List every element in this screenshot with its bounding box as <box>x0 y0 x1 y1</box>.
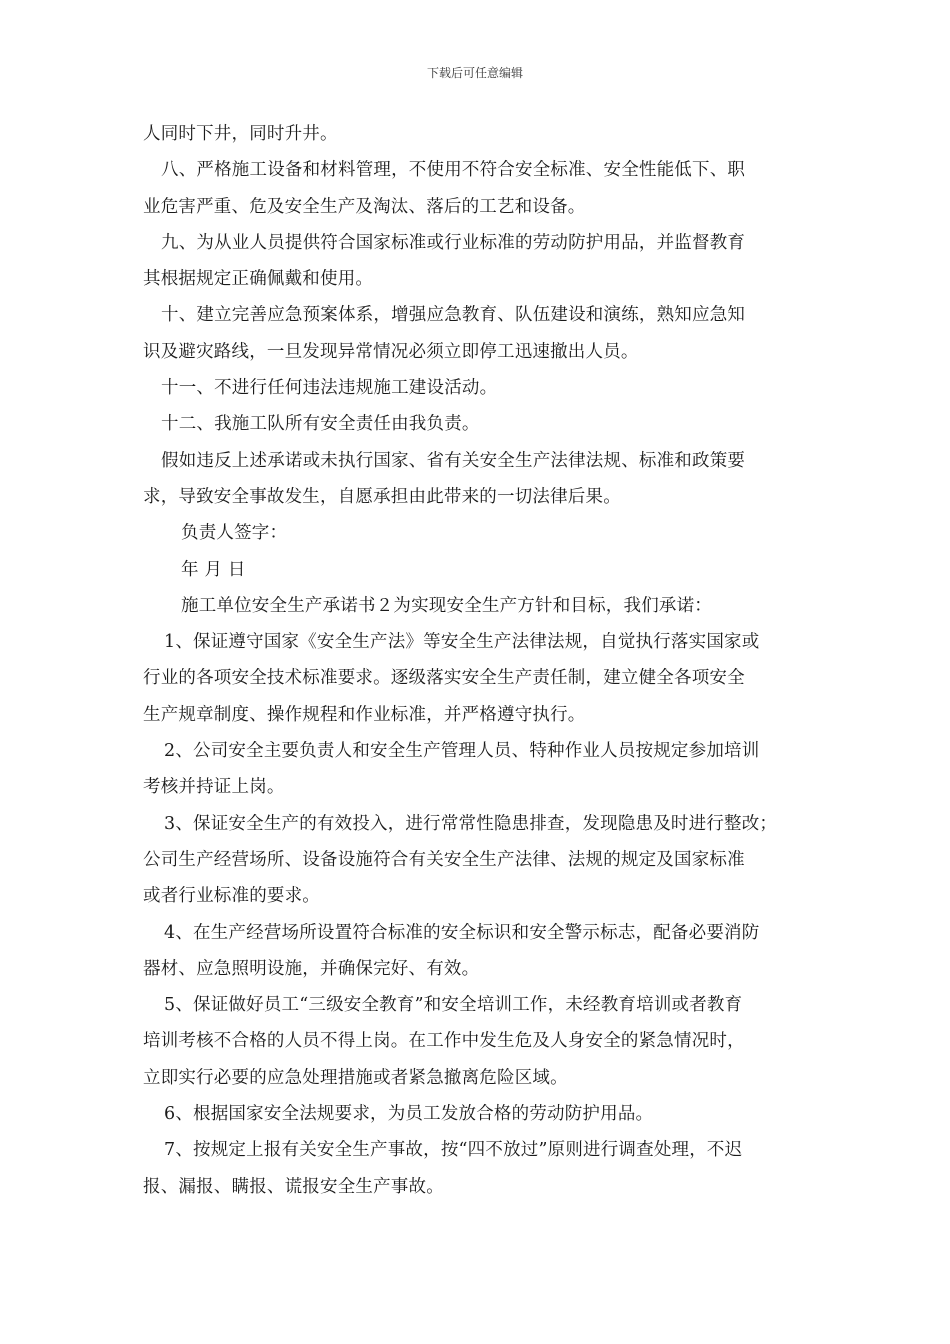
text-line: 求，导致安全事故发生，自愿承担由此带来的一切法律后果。 <box>143 486 621 507</box>
text-line: 报、漏报、瞒报、谎报安全生产事故。 <box>143 1176 444 1197</box>
text-line: 十一、不进行任何违法违规施工建设活动。 <box>161 378 498 399</box>
text-line: 公司生产经营场所、设备设施符合有关安全生产法律、法规的规定及国家标准 <box>143 849 745 870</box>
document-body <box>143 116 811 1205</box>
date-label: 年 月 日 <box>181 559 246 580</box>
text-line: 2、公司安全主要负责人和安全生产管理人员、特种作业人员按规定参加培训 <box>164 741 760 762</box>
page-header-note: 下载后可任意编辑 <box>426 66 523 80</box>
text-line: 识及避灾路线，一旦发现异常情况必须立即停工迅速撤出人员。 <box>143 341 639 362</box>
text-line: 人同时下井，同时升井。 <box>143 124 338 144</box>
text-line: 7、按规定上报有关安全生产事故，按“四不放过”原则进行调查处理，不迟 <box>164 1140 743 1161</box>
text-line: 假如违反上述承诺或未执行国家、省有关安全生产法律法规、标准和政策要 <box>161 450 746 471</box>
text-line: 5、保证做好员工“三级安全教育”和安全培训工作，未经教育培训或者教育 <box>164 995 743 1016</box>
text-line: 考核并持证上岗。 <box>143 777 285 798</box>
text-line: 立即实行必要的应急处理措施或者紧急撤离危险区域。 <box>143 1067 568 1088</box>
text-line: 十、建立完善应急预案体系，增强应急教育、队伍建设和演练，熟知应急知 <box>161 305 746 326</box>
text-line: 其根据规定正确佩戴和使用。 <box>143 269 374 290</box>
text-line: 4、在生产经营场所设置符合标准的安全标识和安全警示标志，配备必要消防 <box>164 922 760 943</box>
text-line: 6、根据国家安全法规要求，为员工发放合格的劳动防护用品。 <box>164 1104 654 1125</box>
text-line: 行业的各项安全技术标准要求。逐级落实安全生产责任制，建立健全各项安全 <box>143 668 745 689</box>
text-line: 1、保证遵守国家《安全生产法》等安全生产法律法规，自觉执行落实国家或 <box>164 632 760 653</box>
section-heading: 施工单位安全生产承诺书２为实现安全生产方针和目标，我们承诺： <box>181 595 712 616</box>
signature-label: 负责人签字： <box>181 523 288 544</box>
text-line: 十二、我施工队所有安全责任由我负责。 <box>161 414 480 435</box>
text-line: 业危害严重、危及安全生产及淘汰、落后的工艺和设备。 <box>143 196 586 217</box>
text-line: 或者行业标准的要求。 <box>143 886 320 907</box>
text-line: 培训考核不合格的人员不得上岗。在工作中发生危及人身安全的紧急情况时， <box>143 1031 745 1052</box>
text-line: 生产规章制度、操作规程和作业标准，并严格遵守执行。 <box>143 704 586 725</box>
text-line: 八、严格施工设备和材料管理，不使用不符合安全标准、安全性能低下、职 <box>161 160 746 181</box>
text-line: 器材、应急照明设施，并确保完好、有效。 <box>143 958 480 979</box>
text-line: 九、为从业人员提供符合国家标准或行业标准的劳动防护用品，并监督教育 <box>161 232 746 253</box>
text-line: 3、保证安全生产的有效投入，进行常常性隐患排查，发现隐患及时进行整改； <box>164 813 778 834</box>
